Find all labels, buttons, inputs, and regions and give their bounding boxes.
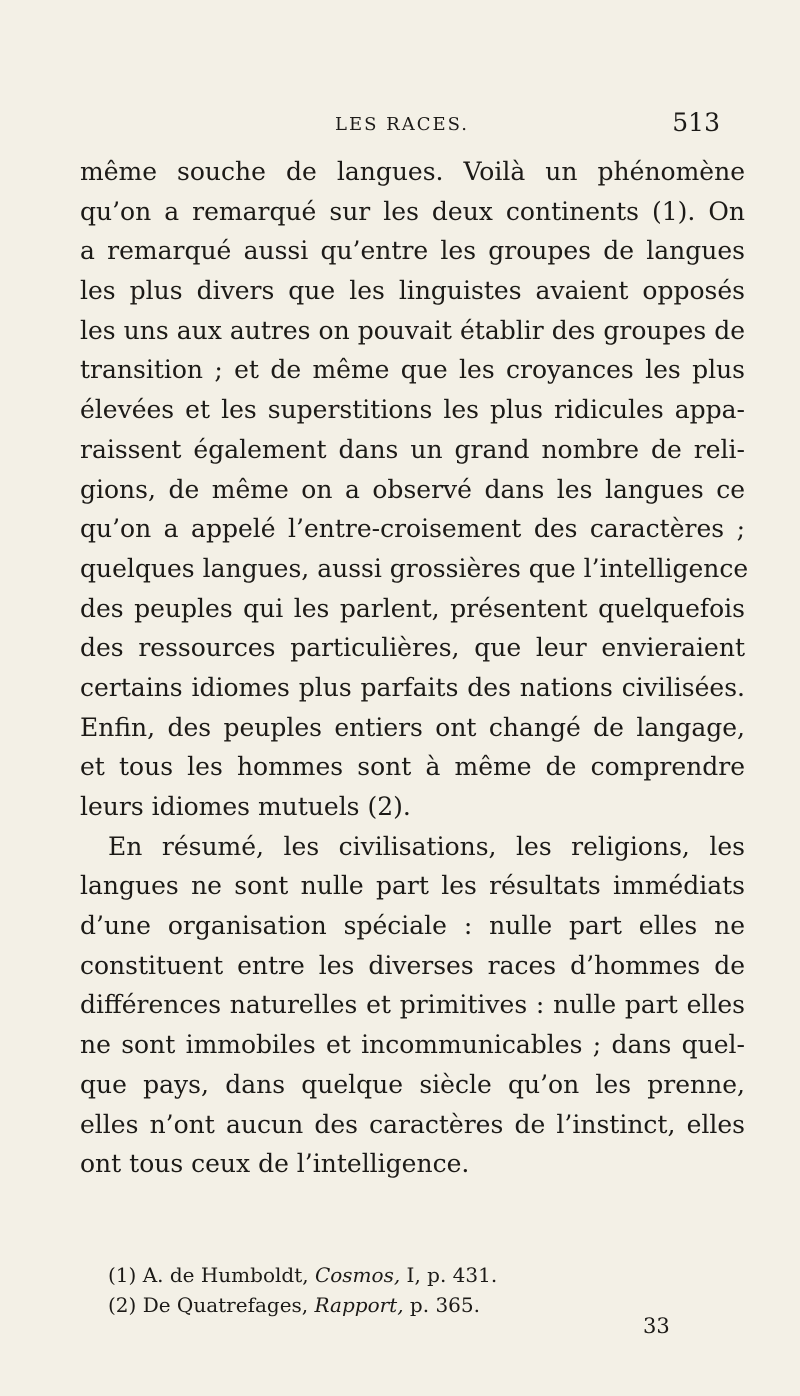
footnote-author: De Quatrefages,: [142, 1293, 309, 1317]
text-line: d’une organisation spéciale : nulle part elles ne: [80, 911, 745, 941]
text-line: des ressources particulières, que leur envieraient: [80, 633, 745, 663]
footnote-2: [108, 1290, 708, 1320]
text-line: même souche de langues. Voilà un phénomène: [80, 157, 745, 186]
text-line: a remarqué aussi qu’entre les groupes de langues: [80, 236, 745, 266]
body-text: [80, 152, 749, 1184]
text-line: différences naturelles et primitives : nulle part elles: [80, 990, 745, 1020]
page-number: 513: [672, 108, 720, 137]
text-line: ont tous ceux de l’intelligence.: [80, 1149, 470, 1179]
text-line: élevées et les superstitions les plus ridicules appa-: [80, 395, 745, 425]
footnote-reference: p. 365.: [409, 1293, 480, 1317]
text-line: que pays, dans quelque siècle qu’on les prenne,: [80, 1069, 745, 1099]
text-line: leurs idiomes mutuels (2).: [80, 792, 411, 821]
text-line: ne sont immobiles et incommunicables ; dans quel-: [80, 1030, 745, 1060]
text-line: langues ne sont nulle part les résultats immédiats: [80, 871, 745, 901]
text-line: constituent entre les diverses races d’hommes de: [80, 950, 745, 980]
footnotes: [108, 1260, 708, 1320]
footnote-work-title: Rapport,: [314, 1293, 404, 1317]
text-line: quelques langues, aussi grossières que l’intelligence: [80, 553, 749, 583]
text-line: Enfin, des peuples entiers ont changé de langage,: [80, 712, 745, 742]
text-line: qu’on a appelé l’entre-croisement des caractères ;: [80, 514, 745, 544]
text-line: qu’on a remarqué sur les deux continents (1). On: [80, 196, 745, 226]
footnote-author: A. de Humboldt,: [142, 1263, 309, 1287]
text-line: les plus divers que les linguistes avaient opposés: [80, 276, 745, 306]
footnote-1: [108, 1260, 708, 1290]
text-line: gions, de même on a observé dans les langues ce: [80, 474, 745, 504]
footnote-mark: (1): [108, 1263, 137, 1287]
text-line: et tous les hommes sont à même de comprendre: [80, 752, 745, 782]
text-line: elles n’ont aucun des caractères de l’instinct, elles: [80, 1109, 745, 1139]
text-line: transition ; et de même que les croyances les plus: [80, 355, 745, 385]
footnote-mark: (2): [108, 1293, 137, 1317]
text-line: raissent également dans un grand nombre de reli-: [80, 434, 745, 464]
footnote-work-title: Cosmos,: [314, 1263, 401, 1287]
text-line: certains idiomes plus parfaits des nations civilisées.: [80, 672, 745, 702]
text-line: les uns aux autres on pouvait établir des groupes de: [80, 315, 745, 345]
text-line: En résumé, les civilisations, les religions, les: [108, 831, 745, 861]
footnote-reference: I, p. 431.: [406, 1263, 498, 1287]
text-line: des peuples qui les parlent, présentent quelquefois: [80, 593, 745, 623]
signature-mark: 33: [643, 1314, 670, 1338]
running-title: LES RACES.: [335, 114, 470, 135]
running-head: [0, 108, 800, 148]
